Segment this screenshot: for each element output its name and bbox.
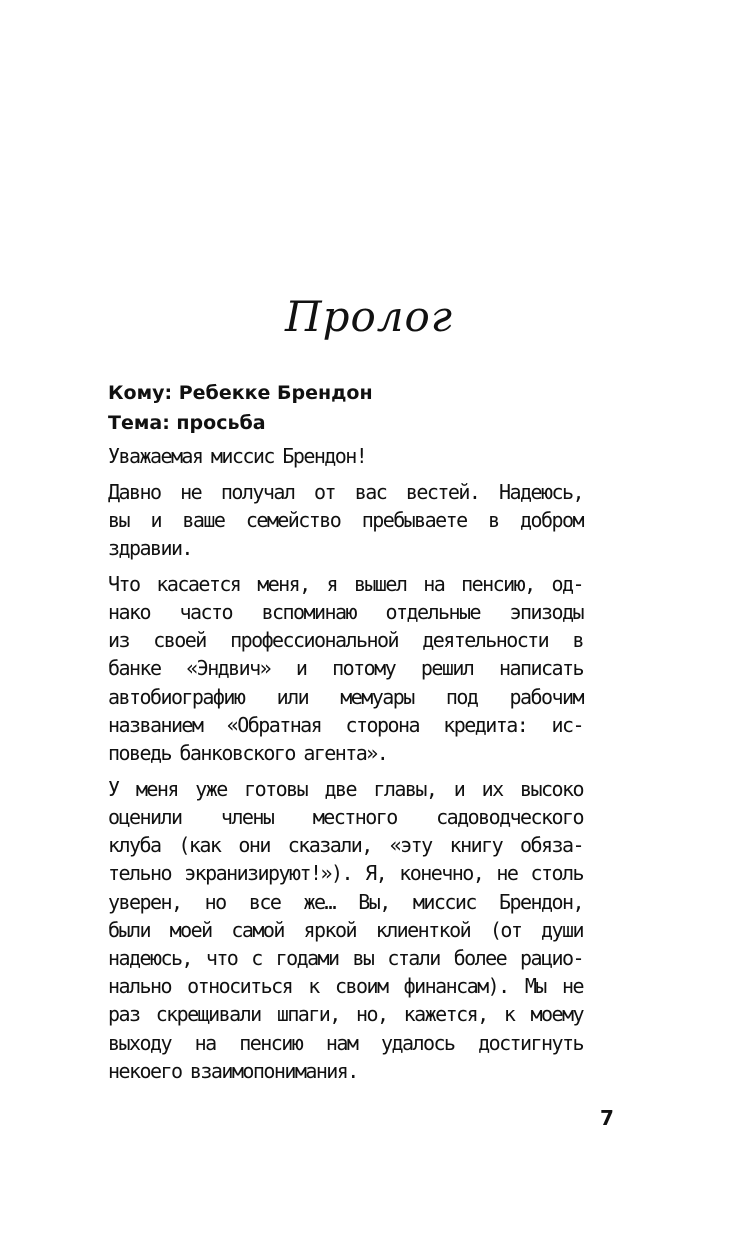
text-line: банке «Эндвич» и потому решил написать xyxy=(108,656,583,681)
email-to-label: Кому: xyxy=(108,382,173,404)
text-line: Уважаемая миссис Брендон! xyxy=(108,444,367,468)
chapter-title: Пролог xyxy=(284,292,454,341)
text-line: некоего взаимопонимания. xyxy=(108,1058,358,1083)
letter-body xyxy=(108,442,583,1092)
letter-paragraph xyxy=(108,775,583,1085)
text-line: клуба (как они сказали, «эту книгу обяза- xyxy=(108,833,583,858)
text-line: нако часто вспоминаю отдельные эпизоды xyxy=(108,600,583,625)
letter-paragraph xyxy=(108,478,583,563)
text-line: Что касается меня, я вышел на пенсию, од- xyxy=(108,571,583,596)
email-header xyxy=(108,378,608,438)
text-line: оценили члены местного садоводческого xyxy=(108,804,583,829)
email-subject-value: просьба xyxy=(176,412,266,434)
text-line: надеюсь, что с годами вы стали более рацио- xyxy=(108,945,583,970)
text-line: У меня уже готовы две главы, и их высоко xyxy=(108,776,583,801)
letter-paragraph xyxy=(108,442,583,470)
text-line: автобиографию или мемуары под рабочим xyxy=(108,684,583,709)
text-line: нально относиться к своим финансам). Мы не xyxy=(108,974,583,999)
text-line: здравии. xyxy=(108,536,192,561)
email-to-value: Ребекке Брендон xyxy=(178,382,373,404)
text-line: раз скрещивали шпаги, но, кажется, к моему xyxy=(108,1002,583,1027)
letter-paragraph xyxy=(108,570,583,767)
text-line: поведь банковского агента». xyxy=(108,741,388,766)
page-number: 7 xyxy=(600,1106,614,1130)
text-line: уверен, но все же… Вы, миссис Брендон, xyxy=(108,889,583,914)
email-to-line xyxy=(108,378,608,408)
text-line: были моей самой яркой клиенткой (от души xyxy=(108,917,583,942)
text-line: тельно экранизируют!»). Я, конечно, не столь xyxy=(108,861,583,886)
text-line: из своей профессиональной деятельности в xyxy=(108,628,583,653)
email-subject-line xyxy=(108,408,608,438)
email-subject-label: Тема: xyxy=(108,412,170,434)
text-line: вы и ваше семейство пребываете в добром xyxy=(108,507,583,532)
text-line: выходу на пенсию нам удалось достигнуть xyxy=(108,1030,583,1055)
text-line: Давно не получал от вас вестей. Надеюсь, xyxy=(108,479,583,504)
text-line: названием «Обратная сторона кредита: ис- xyxy=(108,712,583,737)
